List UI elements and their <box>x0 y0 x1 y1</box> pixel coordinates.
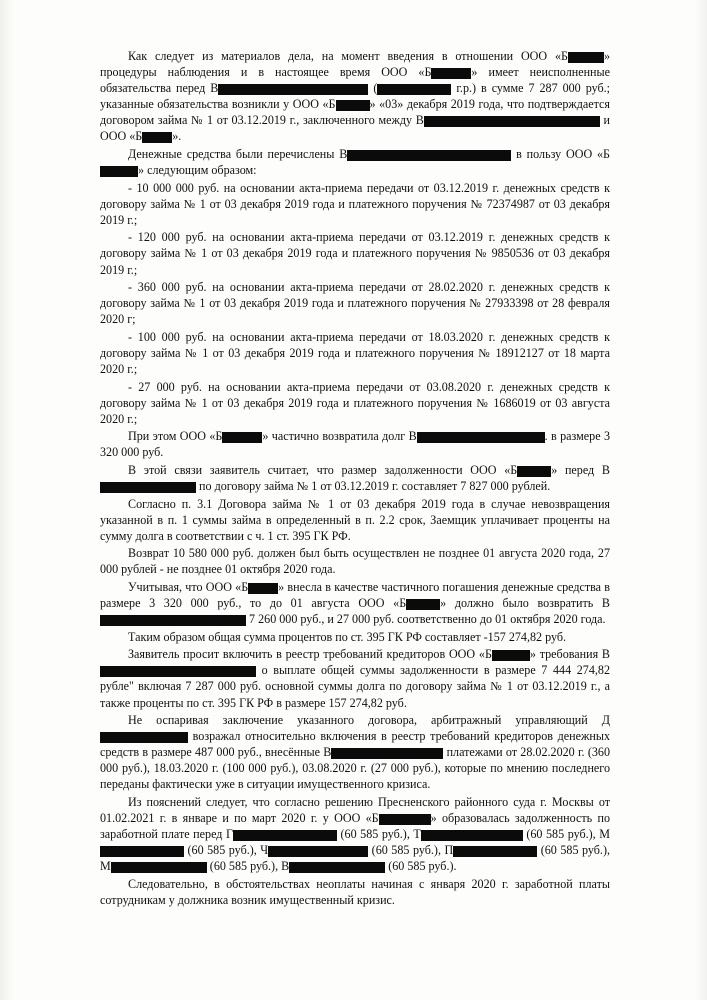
document-paragraph: - 27 000 руб. на основании акта-приема передачи от 03.08.2020 г. денежных средств к договору займа № 1 от 03 декабря 2019 года и платежного поручения № 1686019 от 03 августа 2020 г.; <box>100 379 610 426</box>
redaction-bar <box>377 84 451 95</box>
redaction-bar <box>417 432 545 443</box>
redaction-bar <box>100 482 196 493</box>
document-paragraph: Таким образом общая сумма процентов по ст. 395 ГК РФ составляет -157 274,82 руб. <box>128 629 567 644</box>
redaction-bar <box>517 466 551 477</box>
redaction-bar <box>379 814 431 825</box>
redaction-bar <box>347 150 511 161</box>
document-paragraph: Из пояснений следует, что согласно решению Пресненского районного суда г. Москвы от 01.02.2021 г. в январе и по март 2020 г. у ООО «Б » образовалась задолженность по заработной плате перед Г (60 585 руб.), Т (60 585 руб.), М (60 585 руб.), Ч (60 585 руб.), П (60 585 руб.), М (60 585 руб.), В (60 585 руб.). <box>100 795 611 874</box>
page-edge-shadow-right <box>695 0 707 1000</box>
redaction-bar <box>268 846 368 857</box>
redaction-bar <box>100 166 138 177</box>
redaction-bar <box>222 432 262 443</box>
document-paragraph: Учитывая, что ООО «Б » внесла в качестве частичного погашения денежные средства в размере 3 320 000 руб., то до 01 августа ООО «Б » должно было возвратить В 7 260 000 руб., и 27 000 руб. соответственно до 01 октября 2020 года. <box>100 580 610 627</box>
redaction-bar <box>100 666 256 677</box>
document-paragraph: При этом ООО «Б » частично возвратила долг В . в размере 3 320 000 руб. <box>100 429 611 460</box>
document-paragraph: Заявитель просит включить в реестр требований кредиторов ООО «Б » требования В о выплате общей суммы задолженности в размере 7 444 274,82 рубле" включая 7 287 000 руб. основной суммы долга по договору займа № 1 от 03.12.2019 г., а также проценты по ст. 395 ГК РФ в размере 157 274,82 руб. <box>100 647 610 710</box>
redaction-bar <box>336 100 370 111</box>
document-paragraph: Денежные средства были перечислены В в пользу ООО «Б» следующим образом: <box>100 146 610 178</box>
redaction-bar <box>406 599 440 610</box>
redaction-bar <box>248 583 278 594</box>
redaction-bar <box>453 846 537 857</box>
redaction-bar <box>142 132 172 143</box>
document-paragraph: - 120 000 руб. на основании акта-приема передачи от 03.12.2019 г. денежных средств к договору займа № 1 от 03 декабря 2019 года и платежного поручения № 9850536 от 03 декабря 2019 г.; <box>100 230 610 277</box>
redaction-bar <box>289 862 385 873</box>
redaction-bar <box>568 52 604 63</box>
redaction-bar <box>218 84 368 95</box>
document-paragraph: В этой связи заявитель считает, что размер задолженности ООО «Б » перед В по договору займа № 1 от 03.12.2019 г. составляет 7 827 000 рублей. <box>100 462 610 494</box>
document-paragraph: Как следует из материалов дела, на момент введения в отношении ООО «Б » процедуры наблюдения и в настоящее время ООО «Б » имеет неисполненные обязательства перед В ( г.р.) в сумме 7 287 000 руб.; указанные обязательства возникли у ООО «Б » «03» декабря 2019 года, что подтверждается договором займа № 1 от 03.12.2019 г., заключенного между В и ООО «Б ». <box>100 49 611 144</box>
redaction-bar <box>100 732 188 743</box>
redaction-bar <box>431 68 471 79</box>
redaction-bar <box>100 615 246 626</box>
document-paragraph: Следовательно, в обстоятельствах неоплаты начиная с января 2020 г. заработной платы сотрудникам у должника возник имущественный кризис. <box>100 876 610 907</box>
redaction-bar <box>100 846 184 857</box>
document-paragraph: - 360 000 руб. на основании акта-приема передачи от 28.02.2020 г. денежных средств к договору займа № 1 от 03 декабря 2019 года и платежного поручения № 27933398 от 28 февраля 2020 г; <box>100 280 610 327</box>
document-paragraph: Не оспаривая заключение указанного договора, арбитражный управляющий Д возражал относительно включения в реестр требований кредиторов денежных средств в размере 487 000 руб., внесённые В платежами от 28.02.2020 г. (360 000 руб.), 18.03.2020 г. (100 000 руб.), 03.08.2020 г. (27 000 руб.), которые по мнению последнего переданы фактически уже в ситуации имущественного кризиса. <box>100 713 610 792</box>
document-paragraph: Согласно п. 3.1 Договора займа № 1 от 03 декабря 2019 года в случае невозвращения указанной в п. 1 суммы займа в определенный в п. 2.2 срок, Заемщик уплачивает проценты на сумму долга в соответствии с ч. 1 ст. 395 ГК РФ. <box>100 496 610 543</box>
redaction-bar <box>111 862 207 873</box>
document-text-body <box>100 48 610 910</box>
redaction-bar <box>492 650 530 661</box>
redaction-bar <box>424 116 600 127</box>
document-paragraph: Возврат 10 580 000 руб. должен был быть осуществлен не позднее 01 августа 2020 года, 27 000 рублей - не позднее 01 октября 2020 года. <box>100 546 610 577</box>
document-paragraph: - 10 000 000 руб. на основании акта-приема передачи от 03.12.2019 г. денежных средств к договору займа № 1 от 03 декабря 2019 года и платежного поручения № 72374987 от 03 декабря 2019 г.; <box>100 180 610 227</box>
redaction-bar <box>233 830 337 841</box>
page-edge-shadow-left <box>0 0 14 1000</box>
redaction-bar <box>421 830 523 841</box>
redaction-bar <box>331 748 443 759</box>
document-paragraph: - 100 000 руб. на основании акта-приема передачи от 18.03.2020 г. денежных средств к договору займа № 1 от 03 декабря 2019 года и платежного поручения № 18912127 от 18 марта 2020 г.; <box>100 329 610 376</box>
